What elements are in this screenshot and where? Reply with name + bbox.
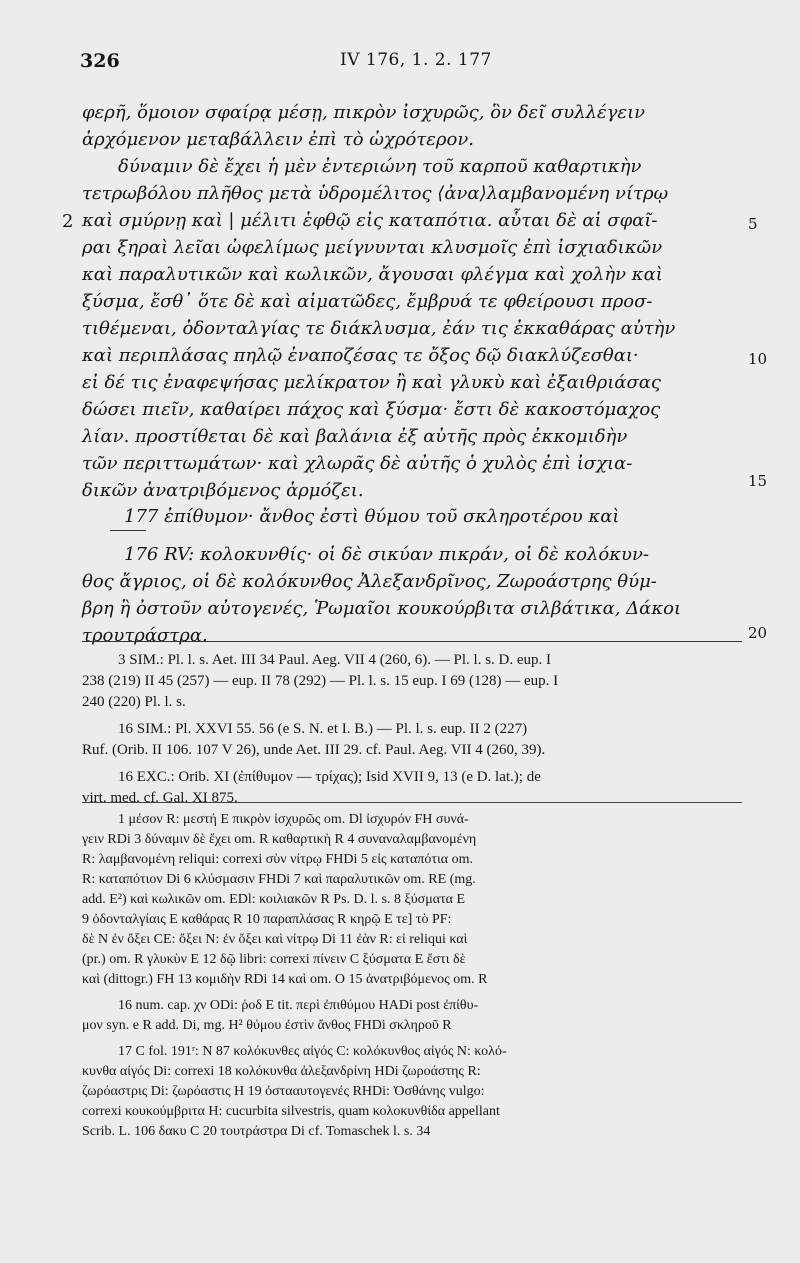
text-line: καὶ παραλυτικῶν καὶ κωλικῶν, ἄγουσαι φλέγμα καὶ χολὴν καὶ — [82, 264, 663, 285]
apparatus-line: Ruf. (Orib. II 106. 107 V 26), unde Aet. III 29. cf. Paul. Aeg. VII 4 (260, 39). — [82, 742, 546, 758]
text-line: καὶ σμύρνῃ καὶ | μέλιτι ἑφθῷ εἰς καταπότια. αὗται δὲ αἱ σφαῖ- — [82, 210, 658, 231]
apparatus-line: ζωρόαστρις Di: ζωρόαστις H 19 ὀστααυτογενές RHDi: Ὀσθάνης vulgo: — [82, 1084, 485, 1099]
text-line: εἰ δέ τις ἐναφεψήσας μελίκρατον ἢ καὶ γλυκὺ καὶ ἐξαιθριάσας — [82, 372, 661, 393]
margin-page-marker: 2 — [62, 211, 74, 232]
apparatus-line: καὶ (dittogr.) FH 13 κομιδὴν RDi 14 καὶ om. O 15 ἀνατριβόμενος om. R — [82, 972, 488, 987]
text-line: 176 RV: κολοκυνθίς· οἱ δὲ σικύαν πικράν, οἱ δὲ κολόκυν- — [124, 544, 650, 565]
divider — [82, 641, 742, 642]
text-line: βρη ἢ ὀστοῦν αὐτογενές, Ῥωμαῖοι κουκούρβιτα σιλβάτικα, Δάκοι — [82, 598, 682, 619]
text-line: 177 ἐπίθυμον· ἄνθος ἐστὶ θύμου τοῦ σκληροτέρου καὶ — [124, 506, 620, 527]
apparatus-line: μον syn. e R add. Di, mg. H² θύμου ἐστὶν ἄνθος FHDi σκληροῦ R — [82, 1018, 452, 1033]
critical-apparatus — [82, 810, 762, 1142]
text-line: καὶ περιπλάσας πηλῷ ἐναποζέσας τε ὄξος δῷ διακλύζεσθαι· — [82, 345, 639, 366]
text-line: δώσει πιεῖν, καθαίρει πάχος καὶ ξύσμα· ἔστι δὲ κακοστόμαχος — [82, 399, 661, 420]
page-header — [0, 50, 800, 84]
text-line: φερῆ, ὅμοιον σφαίρᾳ μέσῃ, πικρὸν ἰσχυρῶς, ὃν δεῖ συλλέγειν — [82, 102, 646, 123]
running-head: IV 176, 1. 2. 177 — [340, 50, 492, 70]
apparatus-line: δὲ N ἐν ὄξει CE: ὄξει N: ἐν ὄξει καὶ νίτρῳ Di 11 ἐὰν R: εἰ reliqui καὶ — [82, 932, 468, 947]
text-line: τιθέμεναι, ὀδονταλγίας τε διάκλυσμα, ἐάν τις ἐκκαθάρας αὐτὴν — [82, 318, 676, 339]
text-line: θος ἄγριος, οἱ δὲ κολόκυνθος Ἀλεξανδρῖνος, Ζωροάστρης θύμ- — [82, 571, 657, 592]
apparatus-line: 16 num. cap. χν ODi: ῥοδ E tit. περὶ ἐπιθύμου HADi post ἐπίθυ- — [118, 998, 479, 1013]
text-line: ξύσμα, ἔσθ᾿ ὅτε δὲ καὶ αἱματῶδες, ἔμβρυά τε φθείρουσι προσ- — [82, 291, 653, 312]
apparatus-line: 16 SIM.: Pl. XXVI 55. 56 (e S. N. et I. B.) — Pl. l. s. eup. II 2 (227) — [118, 721, 528, 737]
apparatus-line: 17 C fol. 191ʳ: N 87 κολόκυνθες αἰγός C: κολόκυνθος αἰγός N: κολό- — [118, 1044, 507, 1059]
line-number: 5 — [748, 215, 758, 233]
apparatus-line: (pr.) om. R γλυκὺν E 12 δῷ libri: correxi πίνειν C ξύσματα E ἔστι δὲ — [82, 952, 466, 967]
apparatus-line: γειν RDi 3 δύναμιν δὲ ἔχει om. R καθαρτικὴ R 4 συναναλαμβανομένη — [82, 832, 477, 847]
line-number: 20 — [748, 624, 768, 642]
short-rule — [110, 530, 146, 531]
text-line: δύναμιν δὲ ἔχει ἡ μὲν ἐντεριώνη τοῦ καρποῦ καθαρτικὴν — [118, 156, 642, 177]
testimonia-apparatus — [82, 650, 742, 809]
line-number: 15 — [748, 472, 768, 490]
apparatus-line: 1 μέσον R: μεστή E πικρὸν ἰσχυρῶς om. Dl ἰσχυρόν FH συνά- — [118, 812, 469, 827]
text-line: τετρωβόλου πλῆθος μετὰ ὑδρομέλιτος ⟨ἀνα⟩λαμβανομένη νίτρῳ — [82, 183, 669, 204]
text-line: τῶν περιττωμάτων· καὶ χλωρᾶς δὲ αὐτῆς ὁ χυλὸς ἐπὶ ἰσχια- — [82, 453, 633, 474]
apparatus-line: 240 (220) Pl. l. s. — [82, 694, 186, 710]
apparatus-line: R: καταπότιον Di 6 κλύσμασιν FHDi 7 καὶ παραλυτικῶν om. RE (mg. — [82, 872, 476, 887]
apparatus-line: κυνθα αἰγός Di: correxi 18 κολόκυνθα ἀλεξανδρίνη HDi ζωροάστης R: — [82, 1064, 481, 1079]
apparatus-line: 238 (219) II 45 (257) — eup. II 78 (292) — Pl. l. s. 15 eup. I 69 (128) — eup. I — [82, 673, 559, 689]
text-line: τρουτράστρα. — [82, 625, 208, 646]
apparatus-line: 3 SIM.: Pl. l. s. Aet. III 34 Paul. Aeg. VII 4 (260, 6). — Pl. l. s. D. eup. I — [118, 652, 552, 668]
text-line: ραι ξηραὶ λεῖαι ὠφελίμως μείγνυνται κλυσμοῖς ἐπὶ ἰσχιαδικῶν — [82, 237, 663, 258]
text-line: λίαν. προστίθεται δὲ καὶ βαλάνια ἐξ αὐτῆς πρὸς ἐκκομιδὴν — [82, 426, 628, 447]
page-number: 326 — [80, 50, 120, 72]
divider — [82, 802, 742, 803]
text-line: ἀρχόμενον μεταβάλλειν ἐπὶ τὸ ὠχρότερον. — [82, 129, 475, 150]
apparatus-line: correxi κουκούμβριτα H: cucurbita silvestris, quam κολοκυνθίδα appellant — [82, 1104, 500, 1119]
apparatus-line: Scrib. L. 106 δακυ C 20 τουτράστρα Di cf. Tomaschek l. s. 34 — [82, 1124, 431, 1139]
text-line: δικῶν ἀνατριβόμενος ἁρμόζει. — [82, 480, 364, 501]
apparatus-line: virt. med. cf. Gal. XI 875. — [82, 790, 238, 806]
apparatus-line: 9 ὀδονταλγίαις E καθάρας R 10 παραπλάσας R κηρῷ E τε] τὸ PF: — [82, 912, 452, 927]
apparatus-line: 16 EXC.: Orib. XI (ἐπίθυμον — τρίχας); Isid XVII 9, 13 (e D. lat.); de — [118, 769, 541, 785]
apparatus-line: R: λαμβανομένη reliqui: correxi σὺν νίτρῳ FHDi 5 εἰς καταπότια om. — [82, 852, 473, 867]
apparatus-line: add. E²) καὶ κωλικῶν om. EDl: κοιλιακῶν R Ps. D. l. s. 8 ξύσματα E — [82, 892, 466, 907]
line-number: 10 — [748, 350, 768, 368]
